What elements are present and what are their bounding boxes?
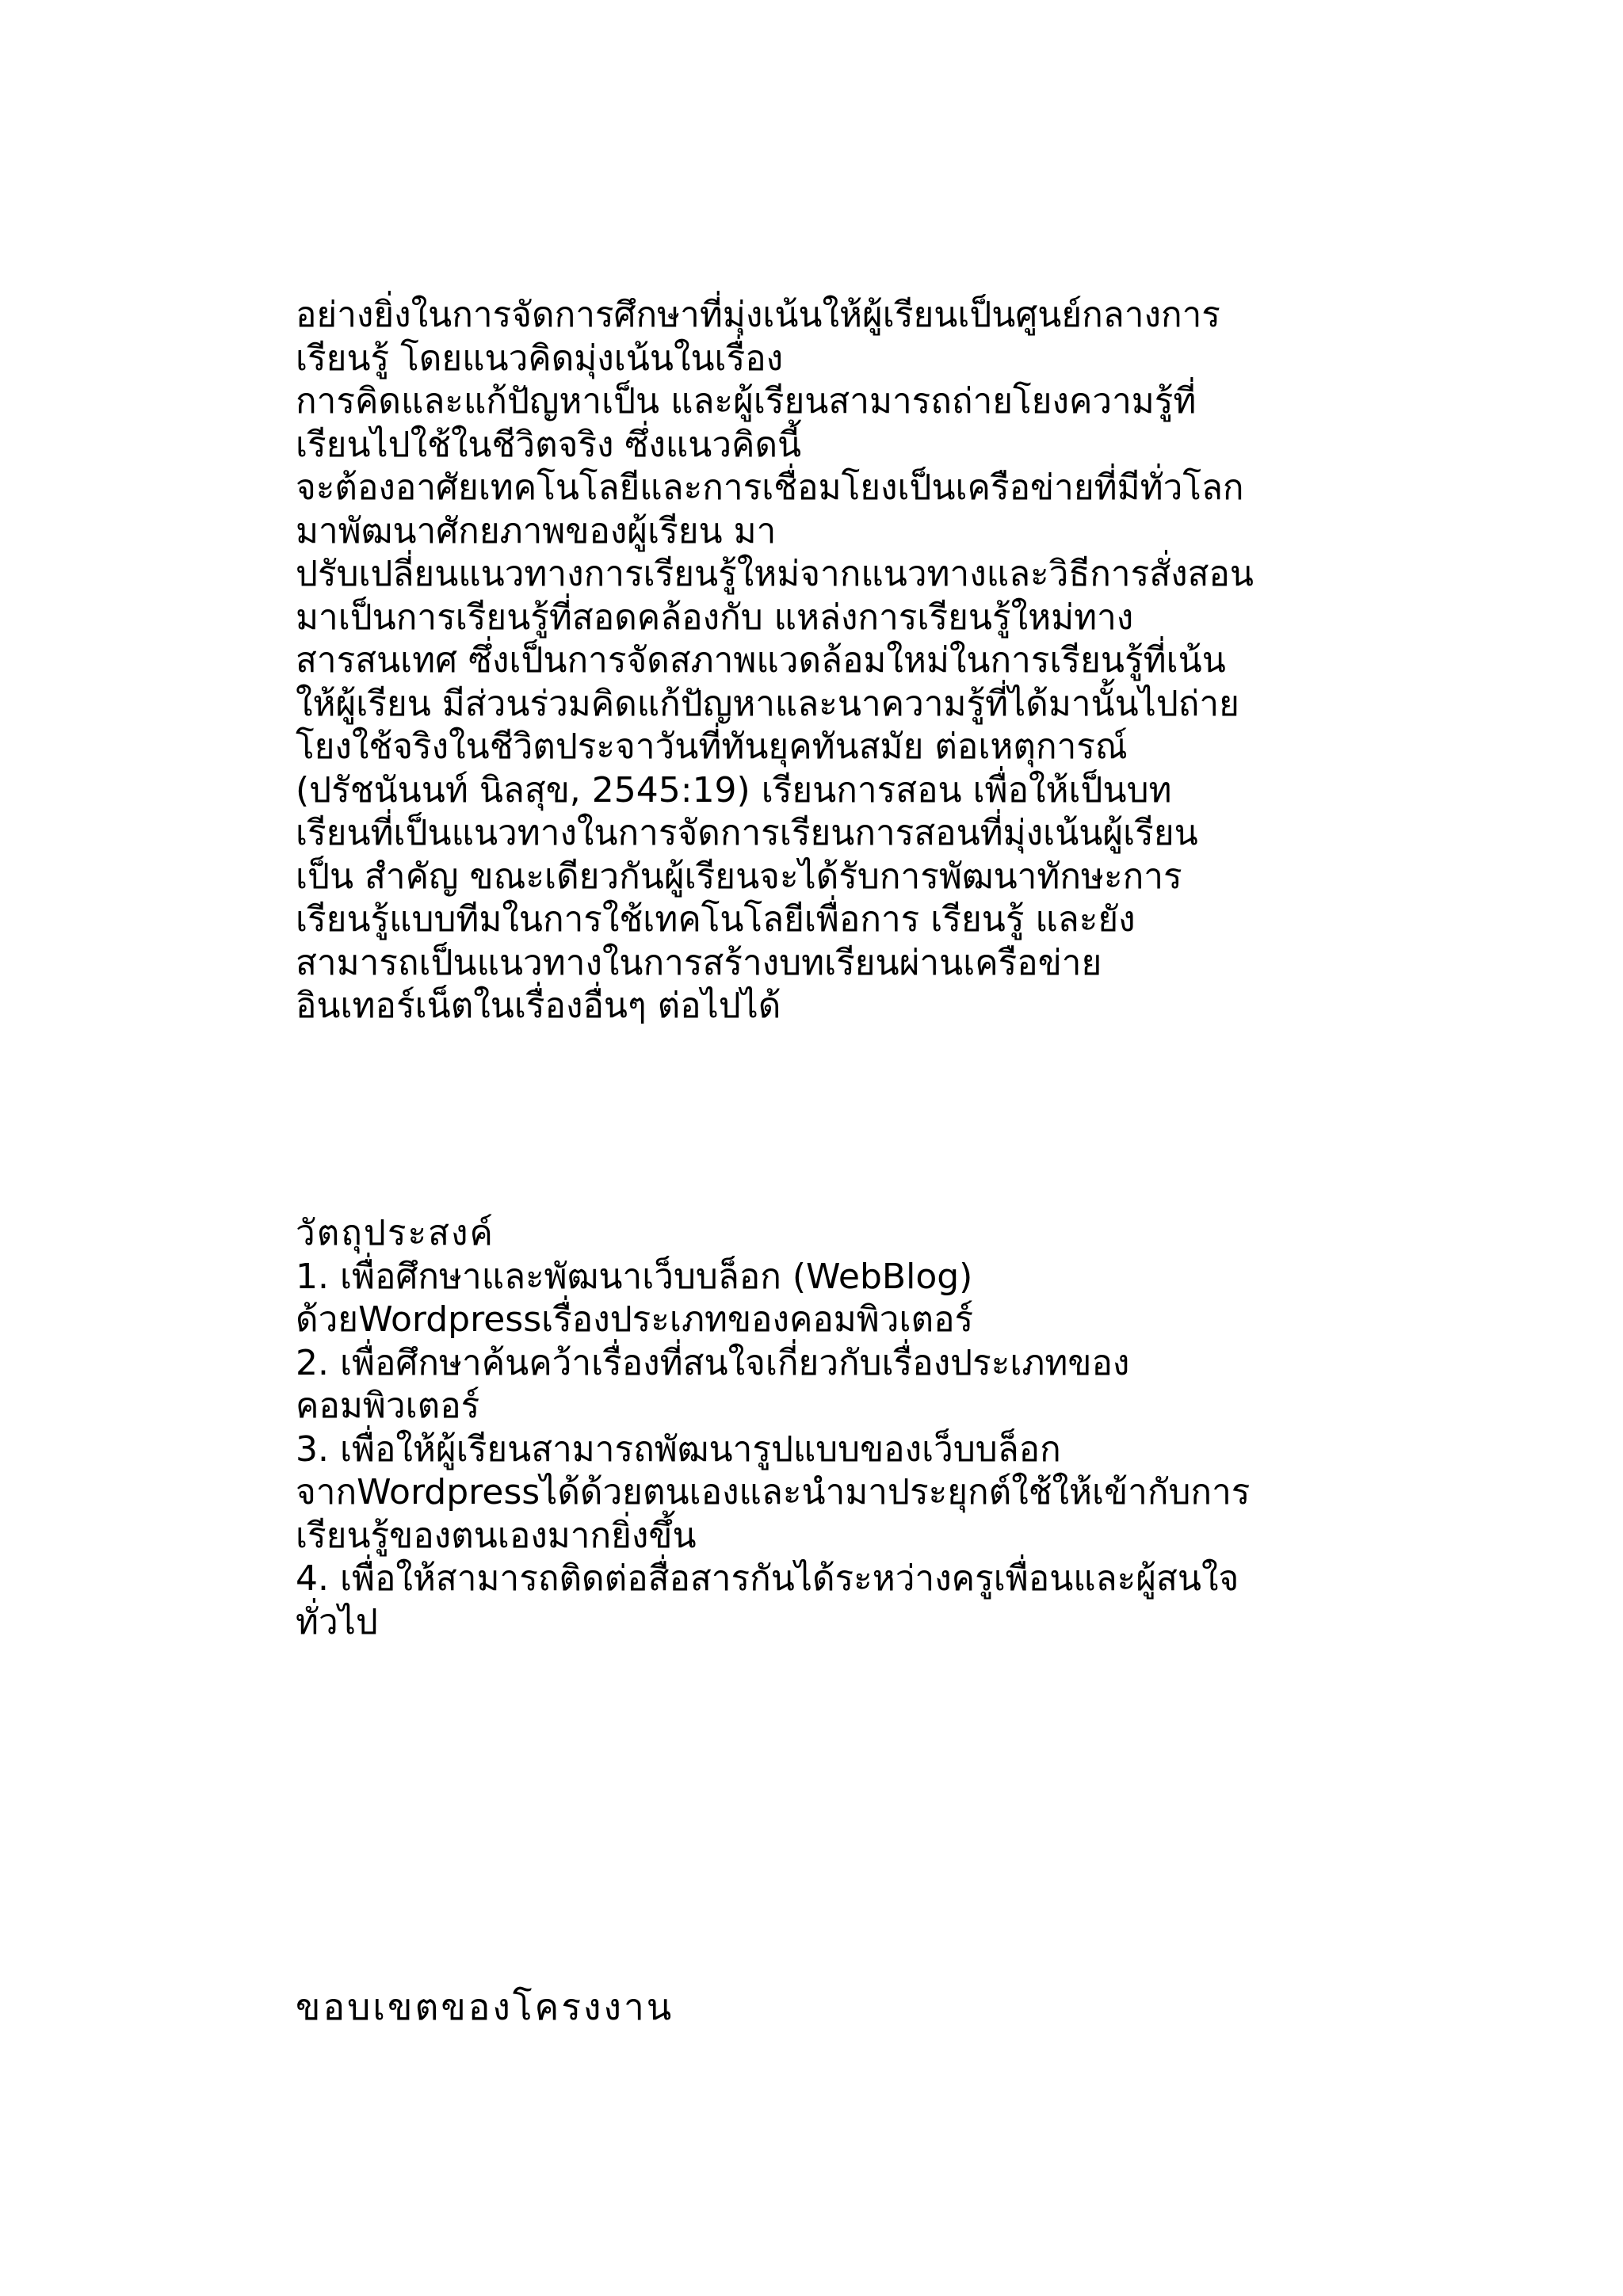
objective-line: 1. เพื่อศึกษาและพัฒนาเว็บบล็อก (WebBlog) [296,1256,973,1297]
intro-line: เรียนรู้ โดยแนวคิดมุ่งเน้นในเรื่อง [296,338,784,379]
objective-line: คอมพิวเตอร์ [296,1386,480,1426]
intro-paragraph [296,294,1532,1028]
intro-line: อย่างยิ่งในการจัดการศึกษาที่มุ่งเน้นให้ผู้เรียนเป็นศูนย์กลางการ [296,295,1220,335]
intro-line: เรียนที่เป็นแนวทางในการจัดการเรียนการสอนที่มุ่งเน้นผู้เรียน [296,813,1198,853]
intro-line: การคิดและแก้ปัญหาเป็น และผู้เรียนสามารถถ่ายโยงความรู้ที่ [296,381,1197,421]
intro-line: มาพัฒนาศักยภาพของผู้เรียน มา [296,510,777,551]
intro-line: เป็น สำคัญ ขณะเดียวกันผู้เรียนจะได้รับการพัฒนาทักษะการ [296,856,1182,897]
objective-line: เรียนรู้ของตนเองมากยิ่งขึ้น [296,1515,697,1556]
intro-line: จะต้องอาศัยเทคโนโลยีและการเชื่อมโยงเป็นเครือข่ายที่มีทั่วโลก [296,467,1244,508]
objective-line: 3. เพื่อให้ผู้เรียนสามารถพัฒนารูปแบบของเว็บบล็อก [296,1428,1061,1470]
objective-line: จากWordpressได้ด้วยตนเองและนำมาประยุกต์ใช้ให้เข้ากับการ [296,1472,1251,1512]
objectives-heading: วัตถุประสงค์ [296,1213,495,1253]
objectives-section [296,1212,1532,1644]
objective-line: 2. เพื่อศึกษาค้นคว้าเรื่องที่สนใจเกี่ยวกับเรื่องประเภทของ [296,1342,1130,1383]
objective-line: ด้วยWordpressเรื่องประเภทของคอมพิวเตอร์ [296,1299,974,1340]
intro-line: สารสนเทศ ซึ่งเป็นการจัดสภาพแวดล้อมใหม่ในการเรียนรู้ที่เน้น [296,640,1226,681]
intro-line: อินเทอร์เน็ตในเรื่องอื่นๆ ต่อไปได้ [296,986,781,1026]
scope-heading: ขอบเขตของโครงงาน [296,1985,674,2028]
intro-line: โยงใช้จริงในชีวิตประจาวันที่ทันยุคทันสมัย ต่อเหตุการณ์ [296,727,1128,767]
objective-line: ทั่วไป [296,1601,378,1642]
intro-line: (ปรัชนันนท์ นิลสุข, 2545:19) เรียนการสอน เพื่อให้เป็นบท [296,769,1172,810]
intro-line: เรียนไปใช้ในชีวิตจริง ซึ่งแนวคิดนี้ [296,424,802,465]
intro-line: สามารถเป็นแนวทางในการสร้างบทเรียนผ่านเครือข่าย [296,942,1102,983]
intro-line: ปรับเปลี่ยนแนวทางการเรียนรู้ใหม่จากแนวทางและวิธีการสั่งสอน [296,554,1254,594]
objective-line: 4. เพื่อให้สามารถติดต่อสื่อสารกันได้ระหว่างครูเพื่อนและผู้สนใจ [296,1558,1239,1599]
intro-line: เรียนรู้แบบทีมในการใช้เทคโนโลยีเพื่อการ เรียนรู้ และยัง [296,899,1136,940]
intro-line: ให้ผู้เรียน มีส่วนร่วมคิดแก้ปัญหาและนาความรู้ที่ได้มานั้นไปถ่าย [296,683,1239,724]
intro-line: มาเป็นการเรียนรู้ที่สอดคล้องกับ แหล่งการเรียนรู้ใหม่ทาง [296,597,1134,638]
